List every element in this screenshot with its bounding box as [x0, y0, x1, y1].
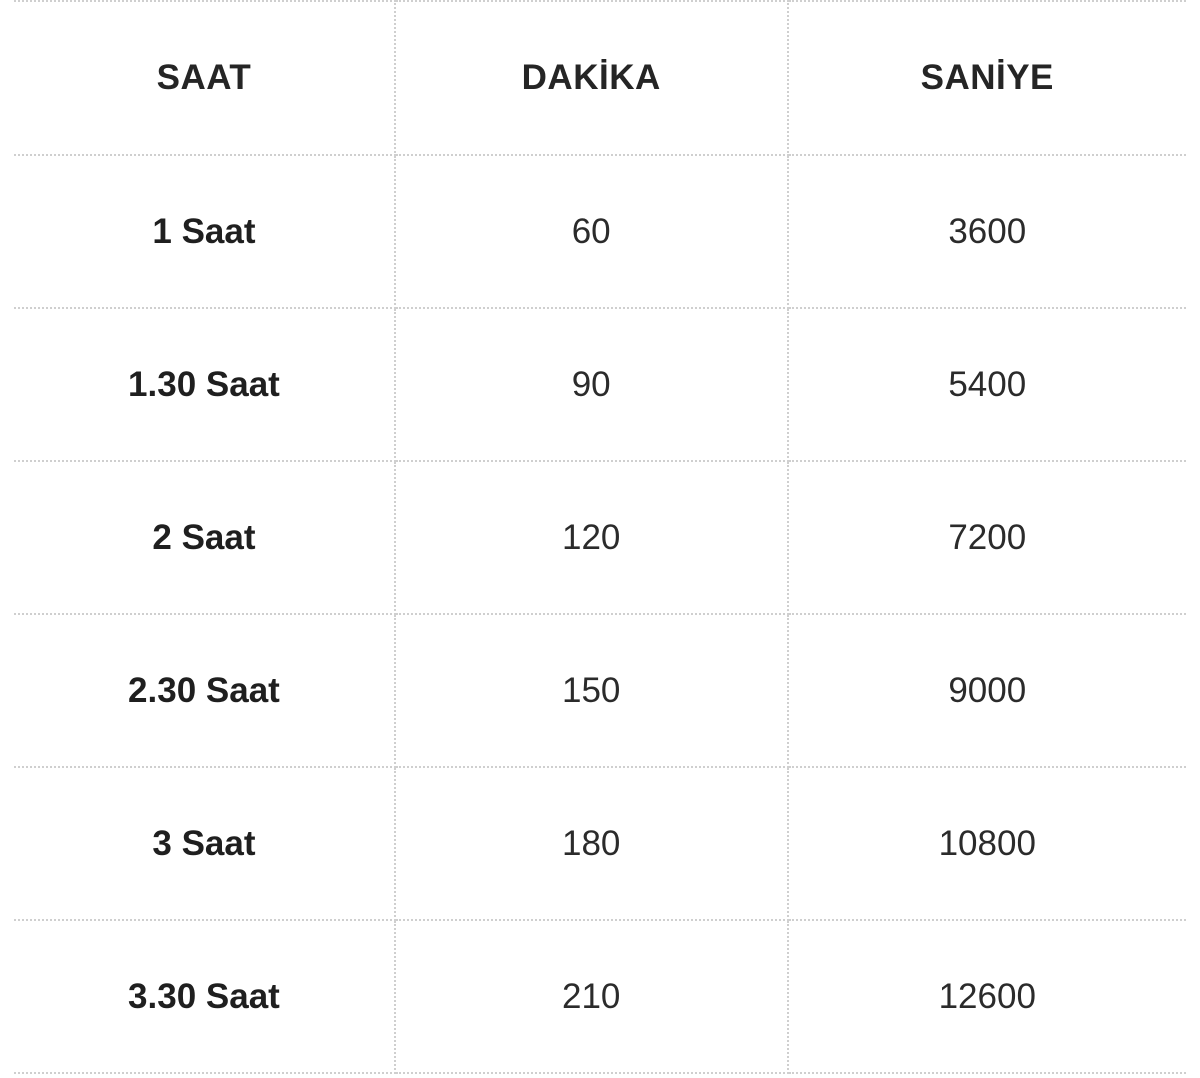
cell-dakika: 60 — [395, 155, 788, 308]
table-row — [14, 461, 1186, 614]
table-header-row — [14, 1, 1186, 155]
cell-dakika: 90 — [395, 308, 788, 461]
column-header-saat: SAAT — [14, 1, 395, 155]
cell-saniye: 7200 — [788, 461, 1187, 614]
table-row — [14, 767, 1186, 920]
table-row — [14, 614, 1186, 767]
cell-saniye: 10800 — [788, 767, 1187, 920]
cell-saat: 2 Saat — [14, 461, 395, 614]
column-header-saniye: SANİYE — [788, 1, 1187, 155]
cell-saniye: 9000 — [788, 614, 1187, 767]
table-body — [14, 155, 1186, 1073]
cell-saat: 3 Saat — [14, 767, 395, 920]
cell-saat: 1.30 Saat — [14, 308, 395, 461]
table-row — [14, 308, 1186, 461]
cell-saat: 1 Saat — [14, 155, 395, 308]
cell-saniye: 12600 — [788, 920, 1187, 1073]
table-header — [14, 1, 1186, 155]
cell-dakika: 210 — [395, 920, 788, 1073]
cell-saniye: 5400 — [788, 308, 1187, 461]
column-header-dakika: DAKİKA — [395, 1, 788, 155]
cell-dakika: 150 — [395, 614, 788, 767]
time-conversion-table — [14, 0, 1186, 1074]
cell-dakika: 180 — [395, 767, 788, 920]
cell-saat: 3.30 Saat — [14, 920, 395, 1073]
cell-saniye: 3600 — [788, 155, 1187, 308]
table-row — [14, 155, 1186, 308]
cell-saat: 2.30 Saat — [14, 614, 395, 767]
cell-dakika: 120 — [395, 461, 788, 614]
table-row — [14, 920, 1186, 1073]
